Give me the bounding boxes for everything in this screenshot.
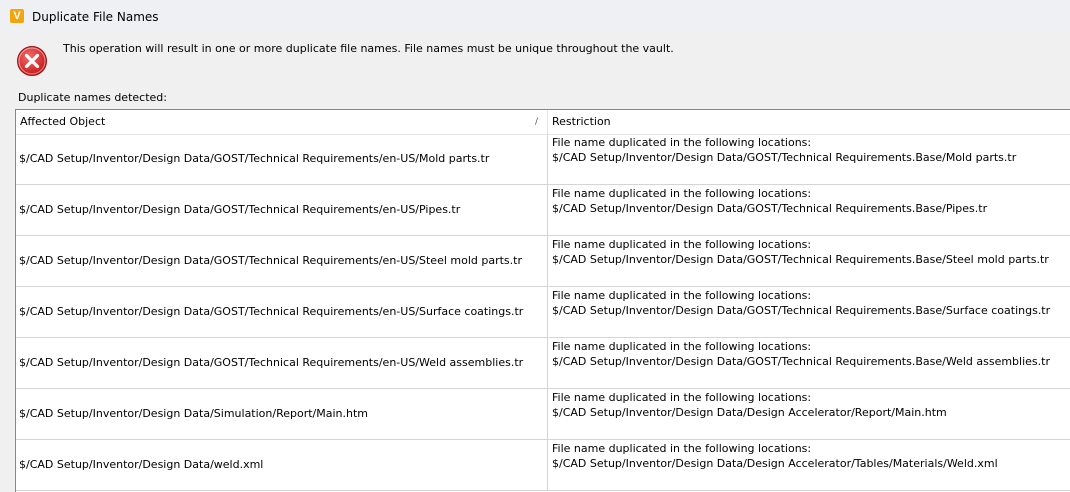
window-title: Duplicate File Names: [32, 10, 159, 24]
restriction-text: File name duplicated in the following locations:: [552, 340, 812, 353]
restriction-cell: [548, 338, 1070, 388]
restriction-location: $/CAD Setup/Inventor/Design Data/Design Accelerator/Tables/Materials/Weld.xml: [552, 457, 998, 470]
restriction-cell: [548, 440, 1070, 490]
restriction-location: $/CAD Setup/Inventor/Design Data/GOST/Technical Requirements.Base/Surface coatings.tr: [552, 304, 1051, 317]
table-row[interactable]: [16, 134, 1070, 185]
table-row[interactable]: [16, 440, 1070, 491]
affected-object-path: $/CAD Setup/Inventor/Design Data/Simulation/Report/Main.htm: [19, 407, 369, 420]
duplicates-label: Duplicate names detected:: [18, 91, 167, 104]
affected-object-path: $/CAD Setup/Inventor/Design Data/GOST/Technical Requirements/en-US/Steel mold parts.tr: [19, 254, 522, 267]
table-row[interactable]: [16, 389, 1070, 440]
title-bar-background: [0, 0, 1070, 35]
restriction-cell: [548, 134, 1070, 184]
restriction-cell: [548, 287, 1070, 337]
affected-object-cell: [16, 389, 548, 439]
restriction-text: File name duplicated in the following locations:: [552, 238, 812, 251]
restriction-cell: [548, 185, 1070, 235]
table-row[interactable]: [16, 236, 1070, 287]
title-bar[interactable]: [0, 0, 1070, 34]
restriction-text: File name duplicated in the following locations:: [552, 136, 812, 149]
column-header-restriction[interactable]: [548, 110, 1070, 134]
duplicates-table[interactable]: [15, 109, 1070, 492]
affected-object-path: $/CAD Setup/Inventor/Design Data/GOST/Technical Requirements/en-US/Weld assemblies.tr: [19, 356, 524, 369]
restriction-cell: [548, 389, 1070, 439]
error-icon: [16, 45, 48, 77]
restriction-text: File name duplicated in the following locations:: [552, 442, 812, 455]
sort-indicator-icon: /: [535, 117, 539, 127]
affected-object-cell: [16, 440, 548, 490]
table-row[interactable]: [16, 185, 1070, 236]
restriction-location: $/CAD Setup/Inventor/Design Data/GOST/Technical Requirements.Base/Mold parts.tr: [552, 151, 1017, 164]
affected-object-cell: [16, 236, 548, 286]
column-header-label: Restriction: [552, 115, 611, 128]
restriction-text: File name duplicated in the following locations:: [552, 187, 812, 200]
affected-object-path: $/CAD Setup/Inventor/Design Data/GOST/Technical Requirements/en-US/Pipes.tr: [19, 203, 461, 216]
restriction-location: $/CAD Setup/Inventor/Design Data/GOST/Technical Requirements.Base/Weld assemblies.tr: [552, 355, 1050, 368]
error-message: This operation will result in one or more duplicate file names. File names must be unique throughout the vault.: [63, 42, 674, 55]
table-row[interactable]: [16, 338, 1070, 389]
restriction-text: File name duplicated in the following locations:: [552, 391, 812, 404]
restriction-location: $/CAD Setup/Inventor/Design Data/GOST/Technical Requirements.Base/Steel mold parts.tr: [552, 253, 1049, 266]
restriction-cell: [548, 236, 1070, 286]
affected-object-cell: [16, 338, 548, 388]
table-header: [16, 110, 1070, 135]
column-header-affected-object[interactable]: [16, 110, 548, 134]
table-row[interactable]: [16, 287, 1070, 338]
affected-object-path: $/CAD Setup/Inventor/Design Data/GOST/Technical Requirements/en-US/Mold parts.tr: [19, 152, 490, 165]
restriction-location: $/CAD Setup/Inventor/Design Data/Design Accelerator/Report/Main.htm: [552, 406, 947, 419]
restriction-text: File name duplicated in the following locations:: [552, 289, 812, 302]
affected-object-cell: [16, 134, 548, 184]
affected-object-path: $/CAD Setup/Inventor/Design Data/GOST/Technical Requirements/en-US/Surface coatings.tr: [19, 305, 524, 318]
affected-object-cell: [16, 185, 548, 235]
vault-app-icon: V: [10, 9, 24, 23]
restriction-location: $/CAD Setup/Inventor/Design Data/GOST/Technical Requirements.Base/Pipes.tr: [552, 202, 988, 215]
affected-object-cell: [16, 287, 548, 337]
column-header-label: Affected Object: [20, 115, 106, 128]
affected-object-path: $/CAD Setup/Inventor/Design Data/weld.xml: [19, 458, 264, 471]
